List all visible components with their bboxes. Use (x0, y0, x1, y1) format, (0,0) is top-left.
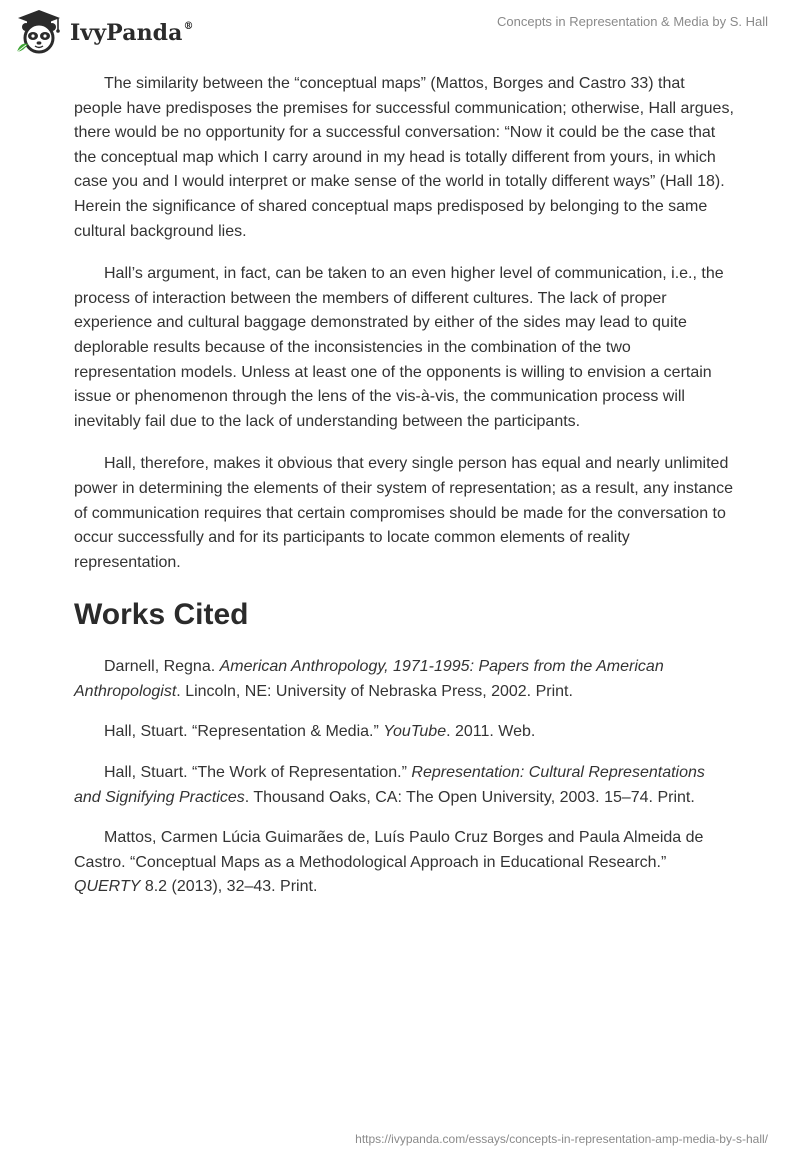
citation-text: Darnell, Regna. (104, 658, 220, 676)
essay-paragraph-3: Hall, therefore, makes it obvious that every single person has equal and nearly unlimited power in determining the elements of their system of representation; as a result, any instance of communication requires that certain compromises should be made for the conversation to occur successfully and for its participants to locate common elements of reality representation. (74, 455, 734, 571)
document-title: Concepts in Representation & Media by S. Hall (497, 14, 768, 29)
citation-text: Mattos, Carmen Lúcia Guimarães de, Luís Paulo Cruz Borges and Paula Almeida de Castro. “Conceptual Maps as a Methodological Approach in Educational Research.” (74, 829, 704, 871)
citation-hall-work (74, 761, 734, 810)
essay-paragraph-2: Hall’s argument, in fact, can be taken to an even higher level of communication, i.e., the process of interaction between the members of different cultures. The lack of proper experience and cultural baggage demonstrated by either of the sides may lead to quite deplorable results because of the inconsistencies in the combination of the two representation models. Unless at least one of the opponents is willing to envision a certain issue or phenomenon through the lens of the vis-à-vis, the communication process will inevitably fail due to the lack of understanding between the participants. (74, 265, 724, 430)
citation-title: Representation: Cultural Representations and Signifying Practices (74, 764, 705, 806)
citation-hall-youtube (74, 720, 734, 745)
citation-title: QUERTY (74, 878, 141, 896)
ivypanda-logo[interactable] (14, 8, 194, 56)
registered-mark: ® (183, 20, 194, 32)
works-cited-heading: Works Cited (74, 598, 249, 632)
panda-icon (14, 8, 64, 56)
citation-darnell (74, 655, 734, 704)
citation-text: 8.2 (2013), 32–43. Print. (140, 878, 318, 896)
page-header (0, 0, 800, 60)
brand-name (70, 20, 194, 46)
essay-content (74, 72, 734, 916)
citation-text: . Thousand Oaks, CA: The Open University, 2003. 15–74. Print. (244, 788, 695, 806)
citation-title: American Anthropology, 1971-1995: Papers from the American Anthropologist (74, 658, 664, 700)
citation-mattos (74, 826, 734, 900)
citation-text: Hall, Stuart. “Representation & Media.” (104, 723, 384, 741)
citation-text: Hall, Stuart. “The Work of Representation.” (104, 764, 412, 782)
essay-paragraph-1: The similarity between the “conceptual maps” (Mattos, Borges and Castro 33) that people have predisposes the premises for successful communication; otherwise, Hall argues, there would be no opportunity for a successful conversation: “Now it could be the case that the conceptual map which I carry around in my head is totally different from yours, in which case you and I would interpret or make sense of the world in totally different ways” (Hall 18). Herein the significance of shared conceptual maps predisposed by belonging to the same cultural background lies. (74, 75, 734, 240)
citation-title: YouTube (383, 723, 447, 741)
brand-text: IvyPanda (70, 20, 183, 46)
citation-text: . 2011. Web. (446, 723, 536, 741)
source-url[interactable]: https://ivypanda.com/essays/concepts-in-representation-amp-media-by-s-hall/ (355, 1132, 768, 1146)
citation-text: . Lincoln, NE: University of Nebraska Press, 2002. Print. (176, 682, 573, 700)
